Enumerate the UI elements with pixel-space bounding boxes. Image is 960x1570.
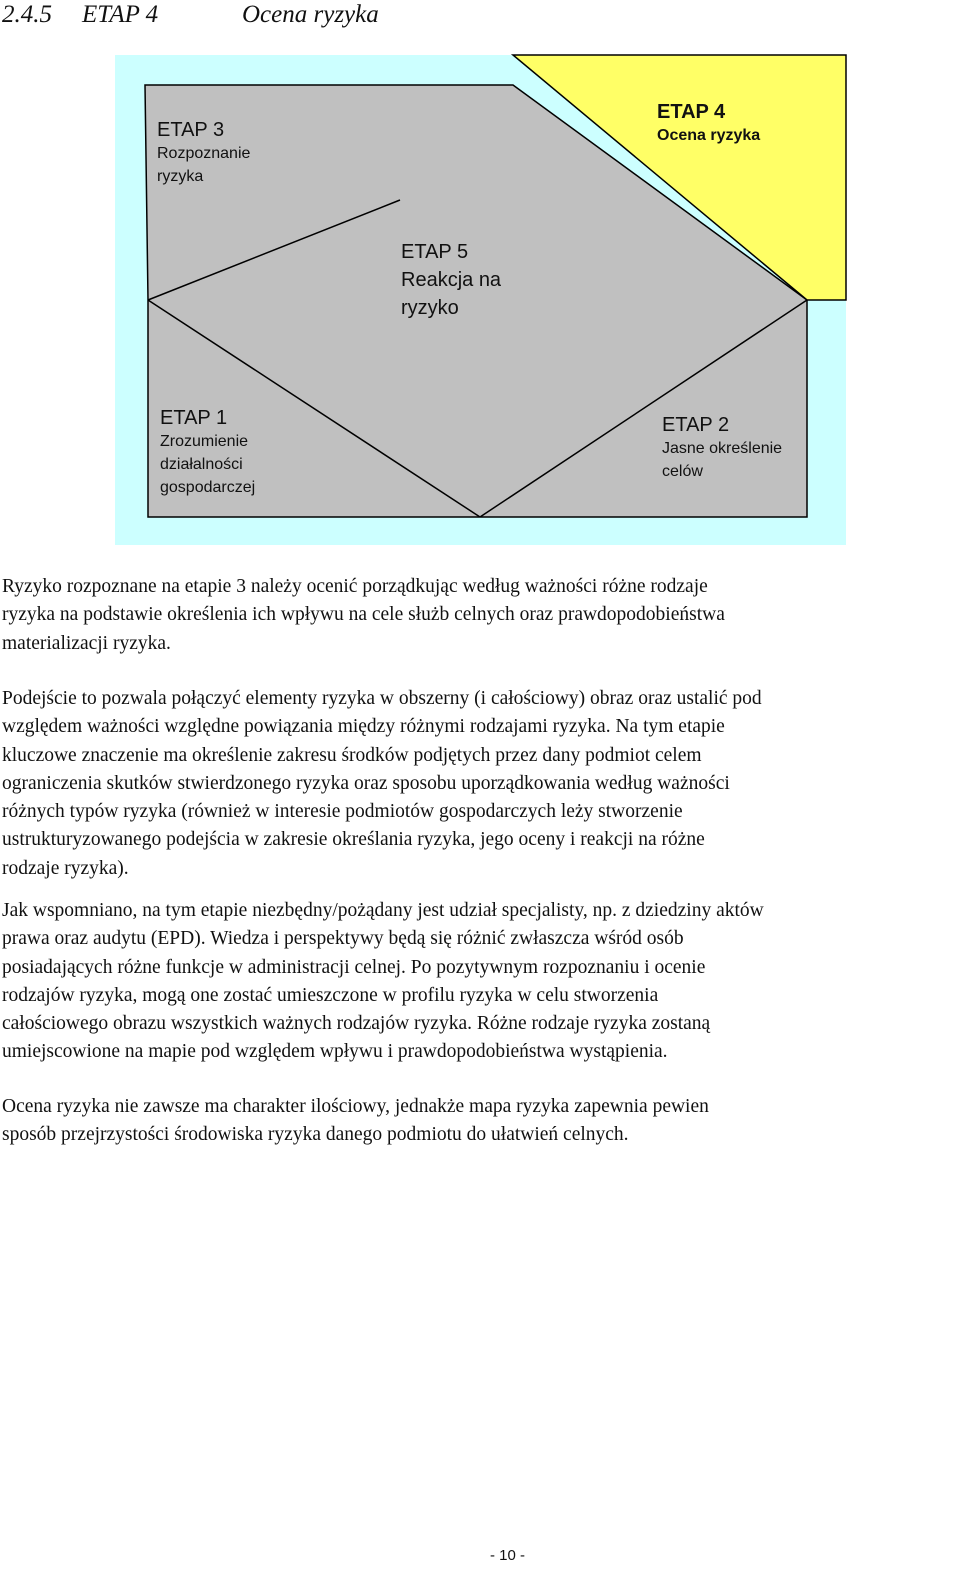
paragraph-4 [2, 1093, 960, 1150]
paragraph-2-line: ustrukturyzowanego podejścia w zakresie określania ryzyka, jego oceny i reakcji na różne [2, 829, 705, 851]
paragraph-3-line: prawa oraz audytu (EPD). Wiedza i perspektywy będą się różnić zwłaszcza wśród osób [2, 928, 684, 950]
etap5-line1: ETAP 5 [401, 241, 469, 263]
paragraph-1-line: materializacji ryzyka. [2, 632, 171, 654]
paragraph-3 [2, 897, 960, 1067]
etap1-title: ETAP 1 [160, 407, 228, 429]
etap3-label [157, 118, 250, 188]
paragraph-3-line: całościowego obrazu wszystkich ważnych rodzajów ryzyka. Różne rodzaje ryzyka zostaną [2, 1013, 711, 1035]
paragraph-2 [2, 685, 960, 883]
paragraph-4-line: sposób przejrzystości środowiska ryzyka danego podmiotu do ułatwień celnych. [2, 1124, 629, 1146]
section-title: Ocena ryzyka [242, 1, 379, 28]
etap1-line2: działalności [160, 456, 243, 473]
etap2-title: ETAP 2 [662, 414, 730, 436]
etap1-label [160, 406, 255, 499]
paragraph-1-line: ryzyka na podstawie określenia ich wpływu na cele służb celnych oraz prawdopodobieństwa [2, 604, 725, 626]
etap2-line2: celów [662, 463, 703, 480]
paragraph-3-line: posiadających różne funkcje w administracji celnej. Po pozytywnym rozpoznaniu i ocenie [2, 956, 706, 978]
etap1-line1: Zrozumienie [160, 433, 249, 450]
section-stage: ETAP 4 [82, 1, 159, 28]
page-number: - 10 - [490, 1547, 526, 1564]
paragraph-1 [2, 573, 960, 658]
paragraph-2-line: kluczowe znaczenie ma określenie zakresu środków podjętych przez dany podmiot celem [2, 744, 702, 766]
etap4-label [657, 100, 760, 147]
section-number: 2.4.5 [2, 1, 52, 28]
etap3-title: ETAP 3 [157, 119, 225, 141]
etap5-line3: ryzyko [401, 297, 459, 319]
etap1-line3: gospodarczej [160, 479, 256, 496]
paragraph-3-line: rodzajów ryzyka, mogą one zostać umieszczone w profilu ryzyka w celu stworzenia [2, 984, 659, 1006]
paragraph-2-line: Podejście to pozwala połączyć elementy ryzyka w obszerny (i całościowy) obraz oraz ustalić pod [2, 688, 762, 709]
paragraph-1-line: Ryzyko rozpoznane na etapie 3 należy ocenić porządkując według ważności różne rodzaje [2, 576, 708, 597]
etap2-label [662, 413, 782, 483]
etap3-line2: ryzyka [157, 168, 204, 185]
paragraph-2-line: różnych typów ryzyka (również w interesie podmiotów gospodarczych leży stworzenie [2, 801, 683, 823]
etap4-line1: Ocena ryzyka [657, 127, 761, 144]
paragraph-2-line: rodzaje ryzyka). [2, 857, 129, 879]
etap4-title: ETAP 4 [657, 101, 726, 123]
paragraph-3-line: Jak wspomniano, na tym etapie niezbędny/pożądany jest udział specjalisty, np. z dziedziny aktów [2, 900, 764, 921]
paragraph-4-line: Ocena ryzyka nie zawsze ma charakter ilościowy, jednakże mapa ryzyka zapewnia pewien [2, 1096, 709, 1117]
etap5-label [401, 238, 501, 322]
etap2-line1: Jasne określenie [662, 440, 783, 457]
paragraph-2-line: względem ważności względne powiązania między różnymi rodzajami ryzyka. Na tym etapie [2, 716, 725, 738]
etap5-line2: Reakcja na [401, 269, 502, 291]
etap3-line1: Rozpoznanie [157, 145, 251, 162]
risk-process-diagram [0, 0, 960, 560]
paragraph-2-line: ograniczenia skutków stwierdzonego ryzyka oraz sposobu uporządkowania według ważności [2, 772, 730, 794]
paragraph-3-line: umiejscowione na mapie pod względem wpływu i prawdopodobieństwa wystąpienia. [2, 1041, 668, 1063]
